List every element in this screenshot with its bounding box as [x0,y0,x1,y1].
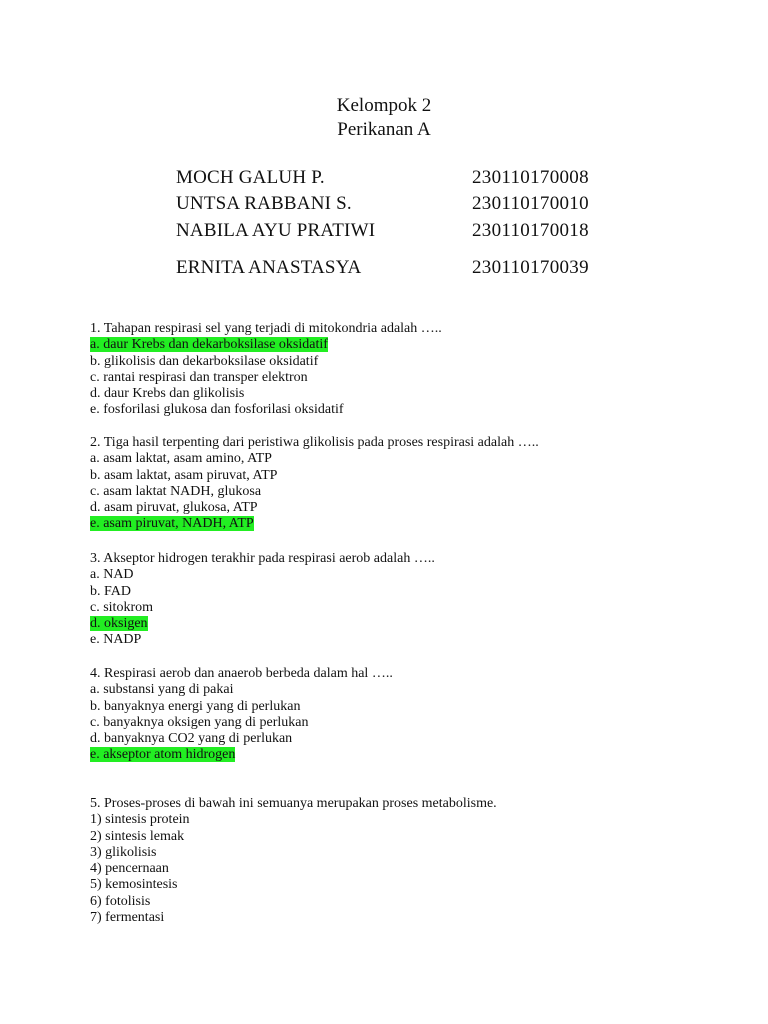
answer-option [90,747,730,763]
question-3 [90,551,730,649]
answer-option: a. NAD [90,567,134,583]
question-1 [90,321,730,419]
highlighted-answer: a. daur Krebs dan dekarboksilase oksidatif [90,337,328,353]
answer-option: a. substansi yang di pakai [90,682,234,698]
member-nim: 230110170008 [472,167,589,188]
answer-option: c. rantai respirasi dan transper elektron [90,369,308,385]
question-4 [90,666,730,764]
member-name: NABILA AYU PRATIWI [176,220,376,241]
question-2 [90,435,730,533]
answer-option [90,337,730,353]
answer-option: d. daur Krebs dan glikolisis [90,386,245,402]
highlighted-answer: e. asam piruvat, NADH, ATP [90,516,254,532]
answer-option: b. FAD [90,583,131,599]
question-text: 5. Proses-proses di bawah ini semuanya merupakan proses metabolisme. [90,796,497,811]
answer-option: b. banyaknya energi yang di perlukan [90,698,301,714]
answer-option [90,616,730,632]
answer-option: c. sitokrom [90,599,153,615]
list-item: 6) fotolisis [90,893,151,909]
question-text: 3. Akseptor hidrogen terakhir pada respirasi aerob adalah ….. [90,551,435,566]
question-text: 2. Tiga hasil terpenting dari peristiwa glikolisis pada proses respirasi adalah ….. [90,435,539,450]
member-nim: 230110170018 [472,220,589,241]
question-5 [90,796,730,926]
list-item: 3) glikolisis [90,844,157,860]
answer-option: c. asam laktat NADH, glukosa [90,483,262,499]
question-text: 1. Tahapan respirasi sel yang terjadi di mitokondria adalah ….. [90,321,442,336]
class-title: Perikanan A [337,119,431,140]
list-item: 5) kemosintesis [90,877,178,893]
list-item: 2) sintesis lemak [90,828,185,844]
answer-option: e. NADP [90,632,142,648]
question-text: 4. Respirasi aerob dan anaerob berbeda dalam hal ….. [90,666,393,681]
member-nim: 230110170010 [472,193,589,214]
answer-option: b. glikolisis dan dekarboksilase oksidatif [90,353,319,369]
highlighted-answer: d. oksigen [90,616,148,632]
answer-option: e. fosforilasi glukosa dan fosforilasi oksidatif [90,402,344,418]
answer-option [90,516,730,532]
highlighted-answer: e. akseptor atom hidrogen [90,747,236,763]
answer-option: a. asam laktat, asam amino, ATP [90,451,272,467]
member-nim: 230110170039 [472,257,589,278]
member-name: UNTSA RABBANI S. [176,193,352,214]
answer-option: d. asam piruvat, glukosa, ATP [90,500,258,516]
list-item: 7) fermentasi [90,910,165,926]
list-item: 4) pencernaan [90,861,169,877]
answer-option: d. banyaknya CO2 yang di perlukan [90,731,293,747]
list-item: 1) sintesis protein [90,812,190,828]
answer-option: b. asam laktat, asam piruvat, ATP [90,467,278,483]
member-name: MOCH GALUH P. [176,167,325,188]
group-title: Kelompok 2 [336,95,432,116]
member-name: ERNITA ANASTASYA [176,257,362,278]
answer-option: c. banyaknya oksigen yang di perlukan [90,714,309,730]
